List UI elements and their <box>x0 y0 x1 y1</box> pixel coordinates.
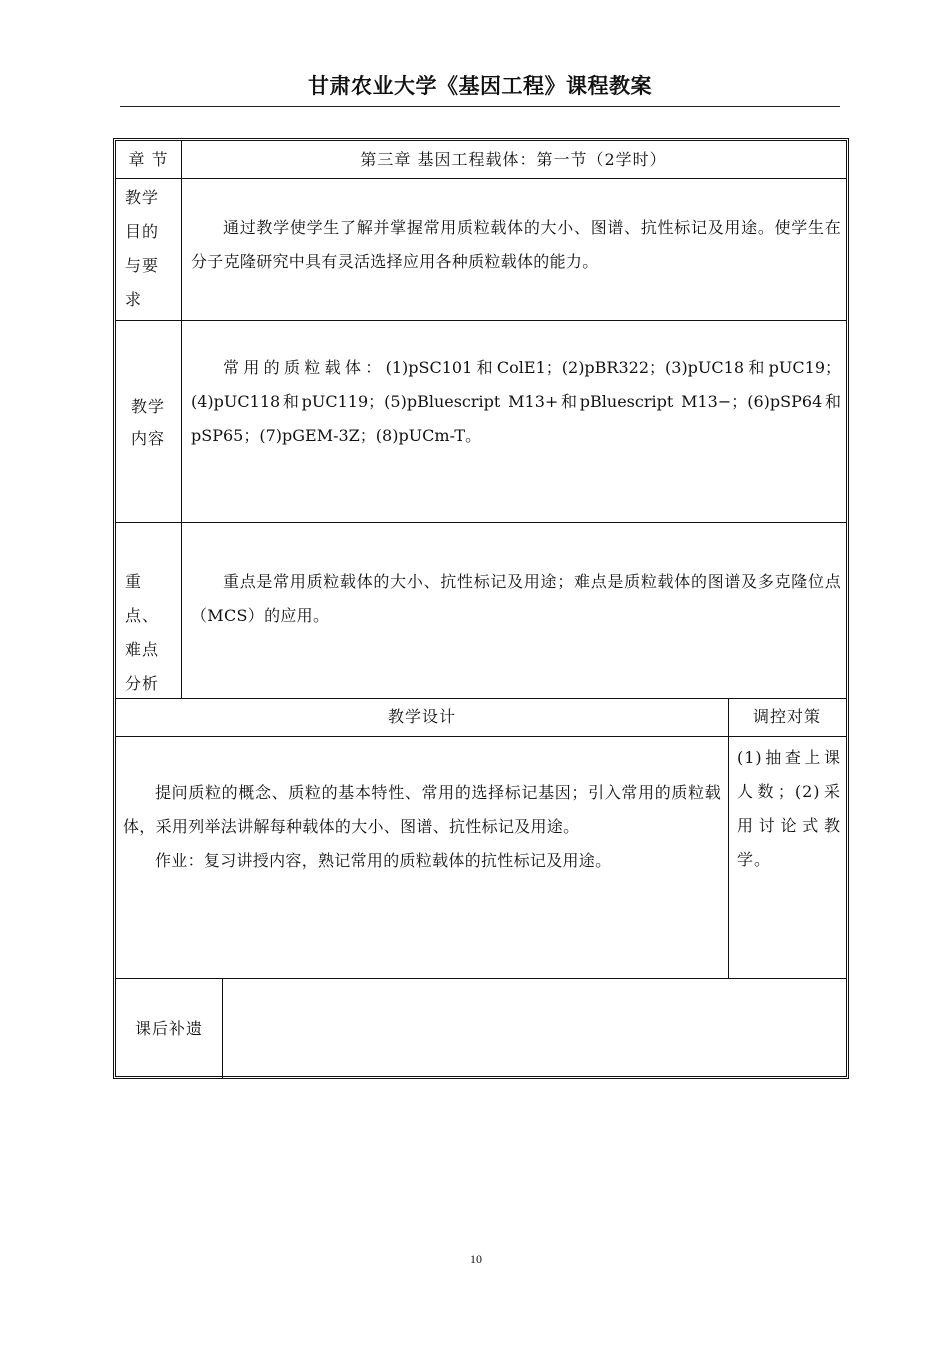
chapter-label: 章 节 <box>128 150 169 169</box>
homework-text: 作业：复习讲授内容，熟记常用的质粒载体的抗性标记及用途。 <box>155 851 612 870</box>
header-divider <box>120 106 840 107</box>
chapter-value: 第三章 基因工程载体：第一节（2学时） <box>360 150 667 169</box>
control-label: 调控对策 <box>752 707 821 726</box>
design-label: 教学设计 <box>387 707 456 726</box>
page-number: 10 <box>470 1252 482 1266</box>
row-divider <box>116 320 846 321</box>
row-divider <box>116 178 846 179</box>
supplement-label: 课后补遗 <box>134 1019 203 1038</box>
objectives-label: 教学目的与要求 <box>125 188 160 309</box>
keypoints-label: 重点、难点分析 <box>125 572 160 693</box>
supplement-text[interactable] <box>222 978 846 1079</box>
page-title: 甘肃农业大学《基因工程》课程教案 <box>308 74 652 98</box>
column-divider <box>181 141 182 698</box>
design-text: 提问质粒的概念、质粒的基本特性、常用的选择标记基因；引入常用的质粒载体，采用列举法讲解每种载体的大小、图谱、抗性标记及用途。 <box>123 783 721 836</box>
objectives-text: 通过教学使学生了解并掌握常用质粒载体的大小、图谱、抗性标记及用途。使学生在分子克隆研究中具有灵活选择应用各种质粒载体的能力。 <box>191 218 841 271</box>
design-content <box>123 776 721 966</box>
keypoints-text: 重点是常用质粒载体的大小、抗性标记及用途；难点是质粒载体的图谱及多克隆位点（MCS）的应用。 <box>191 572 841 625</box>
lesson-plan-table <box>113 138 849 1079</box>
control-text: (1)抽查上课人数；(2)采用讨论式教学。 <box>737 748 841 869</box>
row-divider <box>116 736 846 737</box>
content-text: 常用的质粒载体：(1)pSC101和ColE1；(2)pBR322；(3)pUC18和pUC19；(4)pUC118和pUC119；(5)pBluescript M13+和pBluescript M13−；(6)pSP64和pSP65；(7)pGEM-3Z；(8)pUCm-T。 <box>191 358 841 445</box>
column-divider <box>728 698 729 978</box>
row-divider <box>116 522 846 523</box>
content-label: 教学内容 <box>130 397 165 448</box>
